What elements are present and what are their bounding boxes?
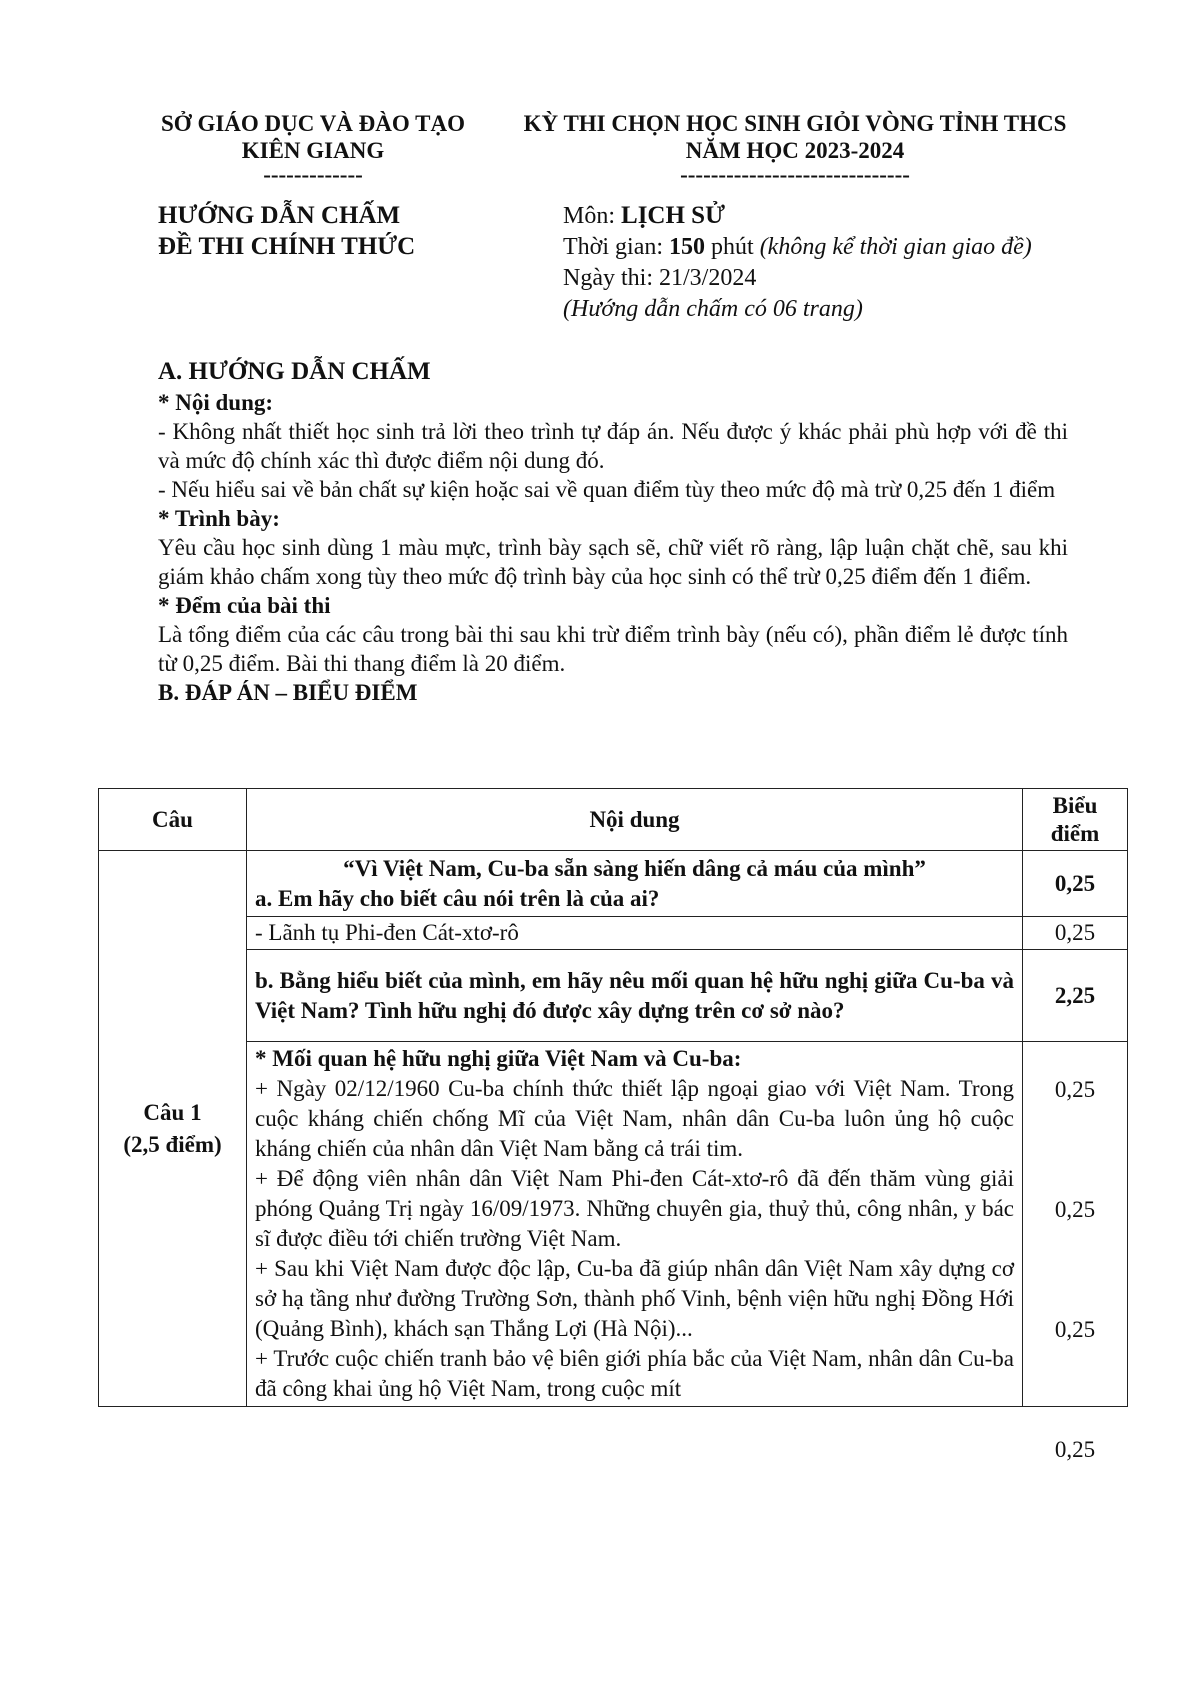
header-score-line-2: điểm <box>1050 820 1100 846</box>
relation-paragraph-4: + Trước cuộc chiến tranh bảo vệ biên giới phía bắc của Việt Nam, nhân dân Cu-ba đã công khai ủng hộ Việt Nam, trong cuộc mít <box>255 1346 1014 1401</box>
pages-note: (Hướng dẫn chấm có 06 trang) <box>563 296 863 322</box>
question-a-content <box>247 851 1023 917</box>
authority-line-2: KIÊN GIANG <box>241 138 385 163</box>
question-label: Câu 1 <box>143 1099 202 1125</box>
question-b-text: b. Bằng hiểu biết của mình, em hãy nêu mối quan hệ hữu nghị giữa Cu-ba và Việt Nam? Tình hữu nghị đó được xây dựng trên cơ sở nào? <box>247 950 1023 1042</box>
answer-a-text: - Lãnh tụ Phi-đen Cát-xtơ-rô <box>247 917 1023 950</box>
document-type-line-2: ĐỀ THI CHÍNH THỨC <box>158 233 416 260</box>
question-b-score: 2,25 <box>1023 950 1128 1042</box>
relation-paragraph-3: + Sau khi Việt Nam được độc lập, Cu-ba đã giúp nhân dân Việt Nam xây dựng cơ sở hạ tầng như đường Trường Sơn, thành phố Vinh, bệnh viện hữu nghị Đồng Hới (Quảng Bình), khách sạn Thắng Lợi (Hà Nội)... <box>255 1256 1014 1341</box>
exam-name-dashes: ------------------------------ <box>680 162 910 187</box>
relation-scores <box>1023 1042 1128 1462</box>
issuing-authority <box>148 110 478 186</box>
relation-paragraph-2: + Để động viên nhân dân Việt Nam Phi-đen Cát-xtơ-rô đã đến thăm vùng giải phóng Quảng Trị ngày 16/09/1973. Những chuyên gia, thuỷ thủ, công nhân, y bác sĩ được điều tới chiến trường Việt Nam. <box>255 1166 1014 1251</box>
exam-date: Ngày thi: 21/3/2024 <box>563 265 757 291</box>
time-line <box>563 232 1123 263</box>
score-paragraph: Là tổng điểm của các câu trong bài thi sau khi trừ điểm trình bày (nếu có), phần điểm lẻ được tính từ 0,25 điểm. Bài thi thang điểm là 20 điểm. <box>158 622 1068 676</box>
question-a-score: 0,25 <box>1023 851 1128 917</box>
section-b-title: B. ĐÁP ÁN – BIỂU ĐIỂM <box>158 680 418 705</box>
relation-row <box>99 1042 1128 1407</box>
question-b-row <box>99 950 1128 1042</box>
exam-name-line-2: NĂM HỌC 2023-2024 <box>685 138 905 163</box>
relation-content <box>247 1042 1023 1407</box>
subject-label: Môn: <box>563 203 622 229</box>
table-header-row <box>99 789 1128 851</box>
relation-heading: * Mối quan hệ hữu nghị giữa Việt Nam và Cu-ba: <box>255 1046 742 1071</box>
content-heading: * Nội dung: <box>158 390 274 415</box>
header-score-line-1: Biểu <box>1052 792 1098 818</box>
presentation-heading: * Trình bày: <box>158 506 280 531</box>
relation-paragraph-1: + Ngày 02/12/1960 Cu-ba chính thức thiết lập ngoại giao với Việt Nam. Trong cuộc kháng chiến chống Mĩ của Việt Nam, nhân dân Cu-ba luôn ủng hộ cuộc kháng chiến của nhân dân Việt Nam bằng cả trái tim. <box>255 1076 1014 1161</box>
exam-name <box>505 110 1085 186</box>
time-value: 150 <box>669 234 706 260</box>
section-a <box>158 356 1068 707</box>
time-note: (không kể thời gian giao đề) <box>759 234 1032 260</box>
subject-line <box>563 200 1123 232</box>
score-heading: * Đểm của bài thi <box>158 593 331 618</box>
paragraph-4-score: 0,25 <box>1054 1437 1096 1462</box>
answer-a-score: 0,25 <box>1023 917 1128 950</box>
time-unit: phút <box>705 234 760 260</box>
authority-line-1: SỞ GIÁO DỤC VÀ ĐÀO TẠO <box>161 111 465 136</box>
time-label: Thời gian: <box>563 234 670 260</box>
question-cell <box>99 851 247 1407</box>
paragraph-3-score: 0,25 <box>1054 1317 1096 1342</box>
grading-table <box>98 788 1128 1462</box>
header-question: Câu <box>99 789 247 851</box>
answer-a-row <box>99 917 1128 950</box>
document-type <box>158 200 488 262</box>
authority-dashes: ------------- <box>263 162 363 187</box>
quote-text: “Vì Việt Nam, Cu-ba sẵn sàng hiến dâng cả máu của mình” <box>343 855 926 881</box>
question-points: (2,5 điểm) <box>123 1131 222 1157</box>
paragraph-2-score: 0,25 <box>1054 1197 1096 1222</box>
header-content: Nội dung <box>247 789 1023 851</box>
section-a-title: A. HƯỚNG DẪN CHẤM <box>158 358 431 385</box>
subject-value: LỊCH SỬ <box>621 202 725 229</box>
content-paragraph-1: - Không nhất thiết học sinh trả lời theo trình tự đáp án. Nếu được ý khác phải phù hợp với đề thi và mức độ chính xác thì được điểm nội dung đó. <box>158 419 1068 473</box>
question-a-row <box>99 851 1128 917</box>
exam-info <box>563 200 1123 325</box>
document-type-line-1: HƯỚNG DẪN CHẤM <box>158 202 401 229</box>
presentation-paragraph: Yêu cầu học sinh dùng 1 màu mực, trình bày sạch sẽ, chữ viết rõ ràng, lập luận chặt chẽ, sau khi giám khảo chấm xong tùy theo mức độ trình bày của học sinh có thể trừ 0,25 điểm đến 1 điểm. <box>158 535 1068 589</box>
question-a-text: a. Em hãy cho biết câu nói trên là của ai? <box>255 885 660 911</box>
header-score <box>1023 789 1128 851</box>
exam-name-line-1: KỲ THI CHỌN HỌC SINH GIỎI VÒNG TỈNH THCS <box>523 111 1067 136</box>
paragraph-1-score: 0,25 <box>1054 1077 1096 1102</box>
content-paragraph-2: - Nếu hiểu sai về bản chất sự kiện hoặc sai về quan điểm tùy theo mức độ mà trừ 0,25 đến 1 điểm <box>158 477 1056 502</box>
